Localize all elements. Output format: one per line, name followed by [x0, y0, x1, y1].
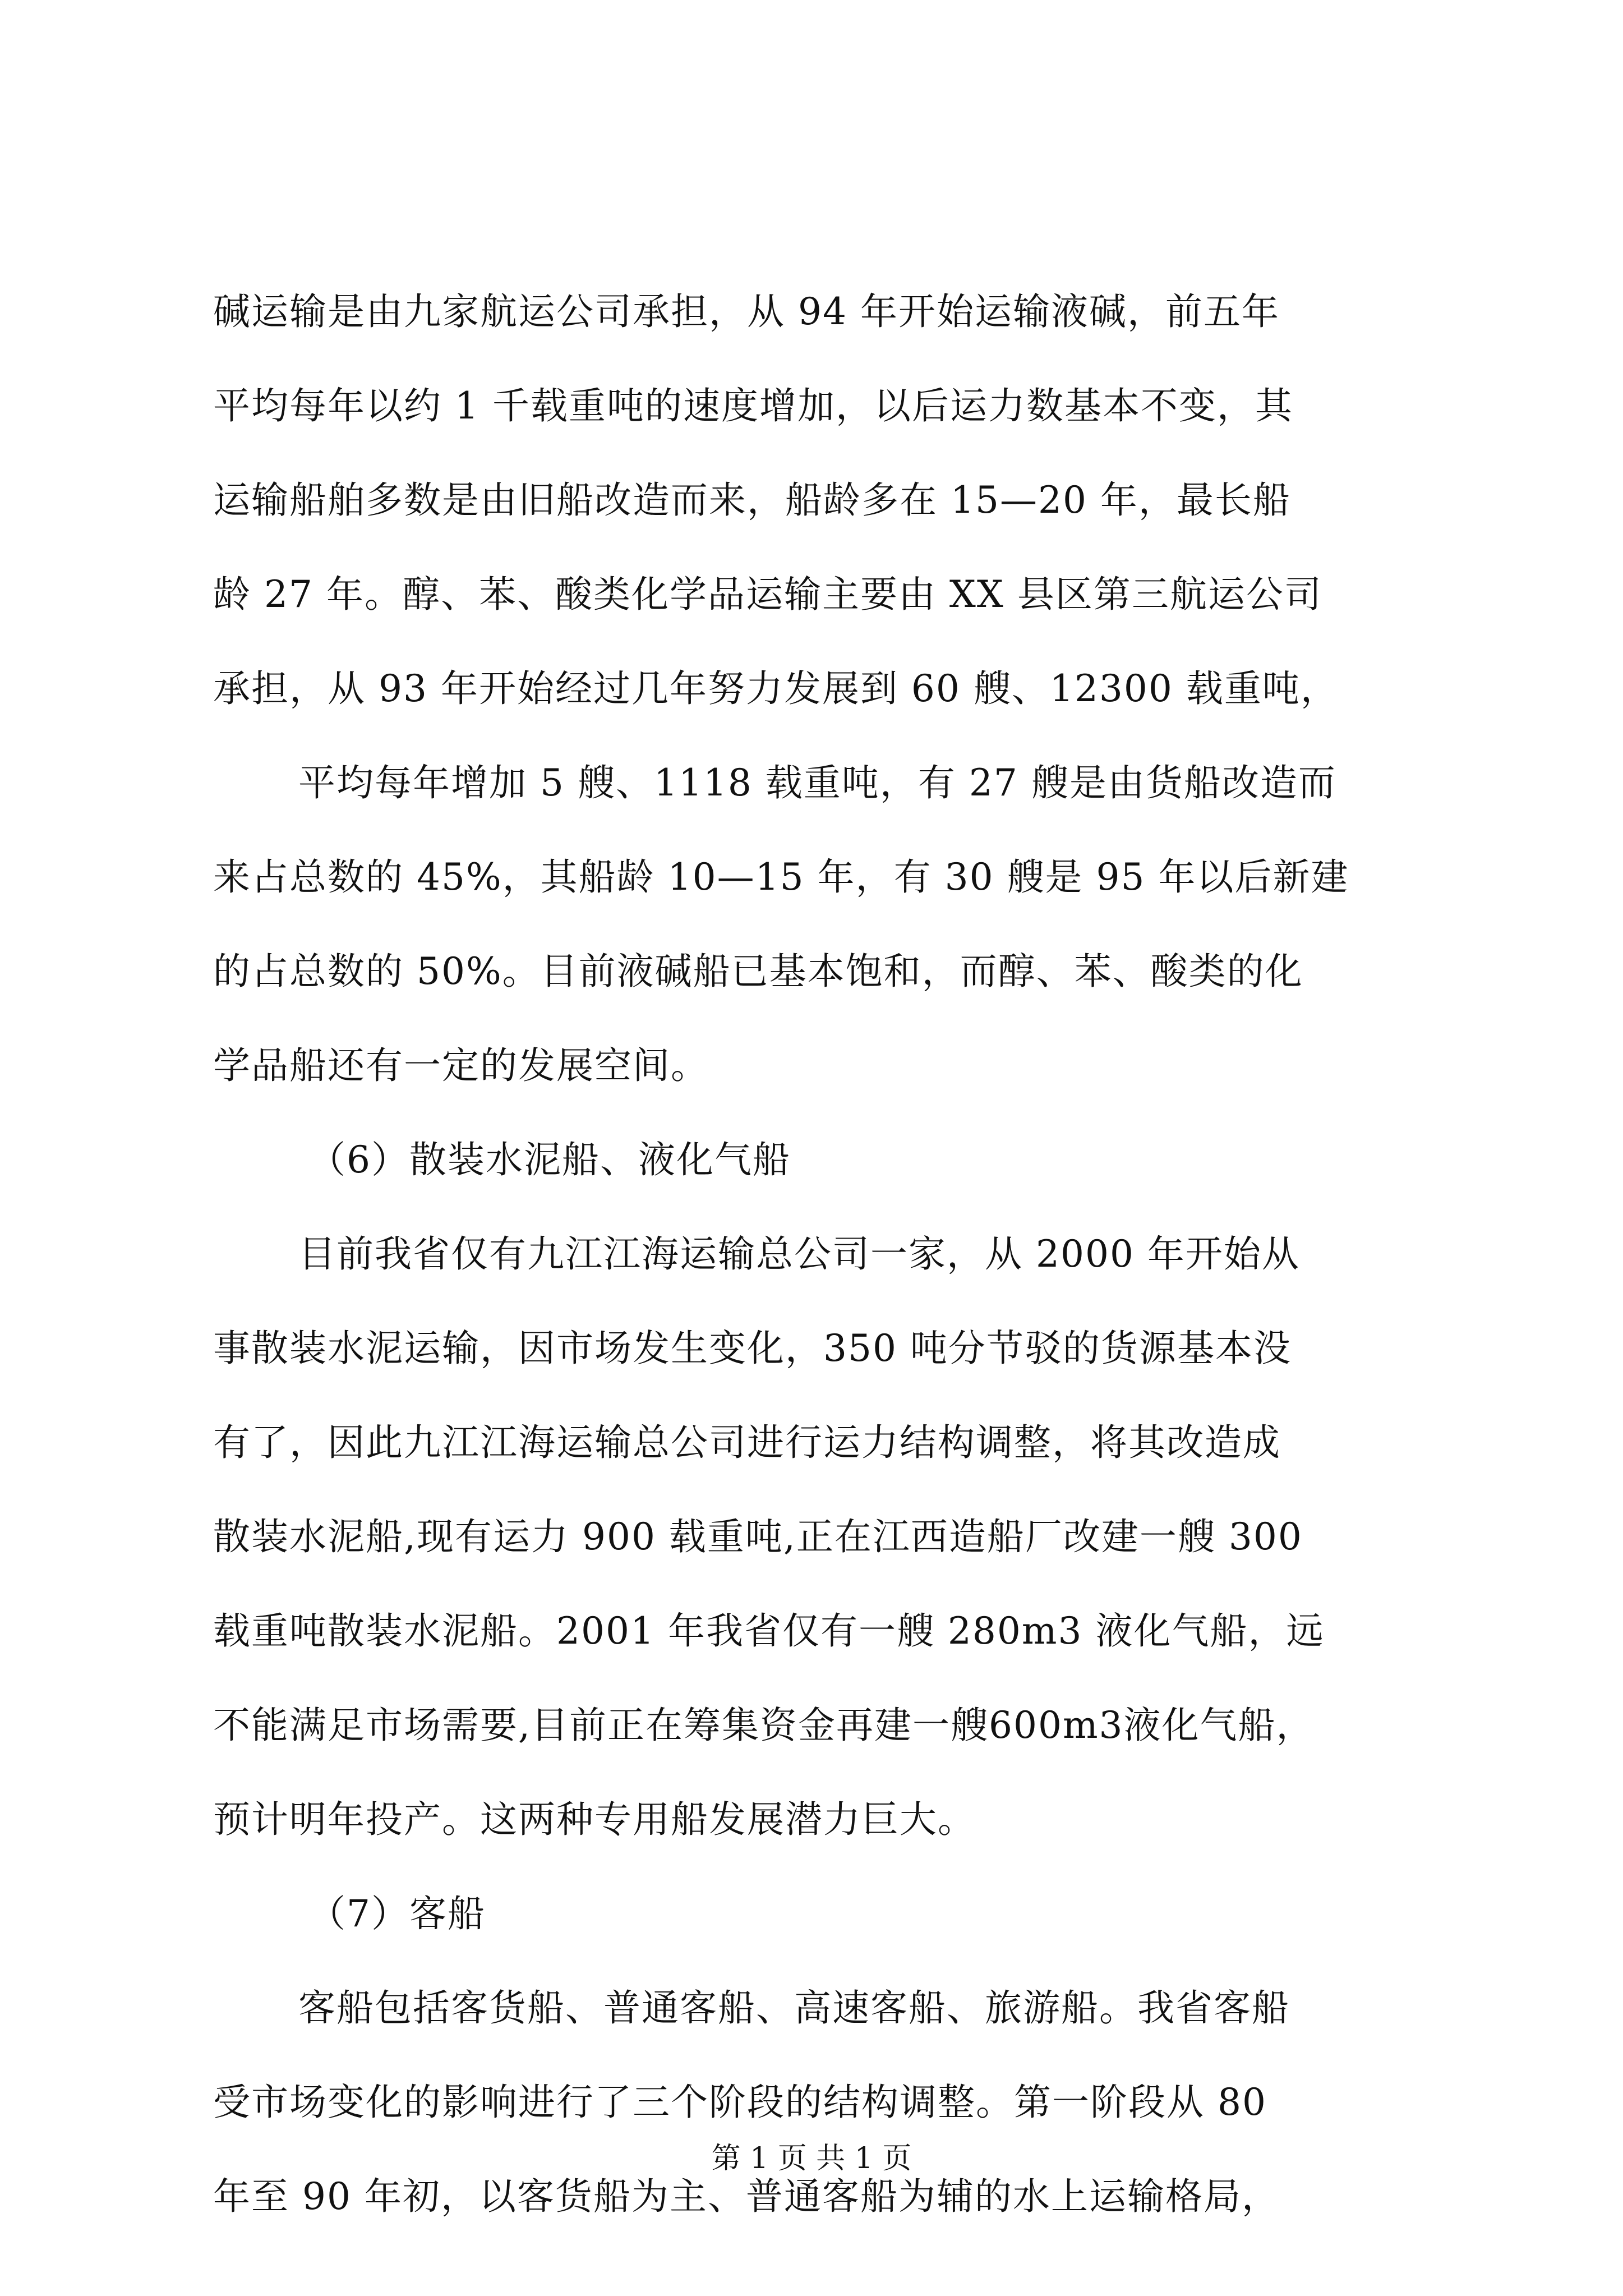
text-line: 来占总数的 45%，其船龄 10—15 年，有 30 艘是 95 年以后新建	[213, 855, 1349, 899]
paragraph-start-line: 目前我省仅有九江江海运输总公司一家，从 2000 年开始从	[298, 1232, 1300, 1276]
text-line: 受市场变化的影响进行了三个阶段的结构调整。第一阶段从 80	[213, 2081, 1267, 2124]
page-number-label: 第 1 页 共 1 页	[711, 2142, 912, 2175]
paragraph-start-line: 平均每年增加 5 艘、1118 载重吨，有 27 艘是由货船改造而	[298, 761, 1336, 804]
text-line: 年至 90 年初，以客货船为主、普通客船为辅的水上运输格局，	[213, 2175, 1280, 2218]
text-line: 承担，从 93 年开始经过几年努力发展到 60 艘、12300 载重吨，	[213, 667, 1339, 710]
text-line: 载重吨散装水泥船。2001 年我省仅有一艘 280m3 液化气船，远	[213, 1609, 1325, 1653]
text-line: 平均每年以约 1 千载重吨的速度增加，以后运力数基本不变，其	[213, 384, 1293, 427]
text-line: 事散装水泥运输，因市场发生变化，350 吨分节驳的货源基本没	[213, 1327, 1292, 1370]
section-heading: （7）客船	[308, 1892, 486, 1935]
text-line: 龄 27 年。醇、苯、酸类化学品运输主要由 XX 县区第三航运公司	[213, 573, 1322, 616]
text-line: 预计明年投产。这两种专用船发展潜力巨大。	[213, 1798, 976, 1841]
document-body	[213, 265, 1419, 2244]
text-line: 运输船舶多数是由旧船改造而来，船龄多在 15—20 年，最长船	[213, 478, 1291, 522]
text-line: 碱运输是由九家航运公司承担，从 94 年开始运输液碱，前五年	[213, 290, 1280, 333]
text-line: 学品船还有一定的发展空间。	[213, 1044, 709, 1087]
text-line: 散装水泥船,现有运力 900 载重吨,正在江西造船厂改建一艘 300	[213, 1515, 1303, 1558]
text-line: 不能满足市场需要,目前正在筹集资金再建一艘600m3液化气船，	[213, 1704, 1315, 1747]
text-line: 的占总数的 50%。目前液碱船已基本饱和，而醇、苯、酸类的化	[213, 950, 1303, 993]
section-heading: （6）散装水泥船、液化气船	[308, 1138, 791, 1181]
page-footer	[0, 2142, 1623, 2175]
text-line: 有了，因此九江江海运输总公司进行运力结构调整，将其改造成	[213, 1421, 1281, 1464]
paragraph-start-line: 客船包括客货船、普通客船、高速客船、旅游船。我省客船	[298, 1986, 1290, 2030]
